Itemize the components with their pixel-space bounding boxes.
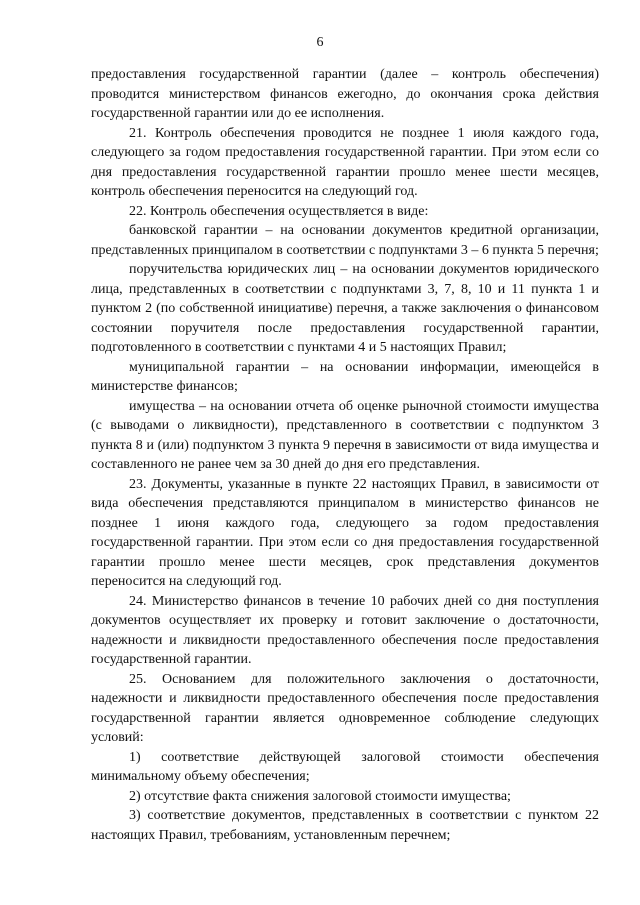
list-item-1: 1) соответствие действующей залоговой стоимости обеспечения минимальному объему обеспечения; xyxy=(91,749,599,784)
paragraph-property: имущества – на основании отчета об оценке рыночной стоимости имущества (с выводами о ликвидности), представленного в соответствии с подпунктом 3 пункта 8 и (или) подпунктом 3 пункта 9 перечня в зависимости от вида имущества и составленного не ранее чем за 30 дней до дня его представления. xyxy=(91,398,599,472)
paragraph-23: 23. Документы, указанные в пункте 22 настоящих Правил, в зависимости от вида обеспечения представляются принципалом в министерство финансов не позднее 1 июня каждого года, следующего за годом предоставления государственной гарантии. При этом если со дня предоставления государственной гарантии прошло менее шести месяцев, срок представления документов переносится на следующий год. xyxy=(91,476,599,589)
document-body xyxy=(91,65,599,845)
list-item-2: 2) отсутствие факта снижения залоговой стоимости имущества; xyxy=(129,788,511,804)
paragraph-continuation: предоставления государственной гарантии (далее – контроль обеспечения) проводится министерством финансов ежегодно, до окончания срока действия государственной гарантии или до ее исполнения. xyxy=(91,67,599,121)
paragraph-bank-guarantee: банковской гарантии – на основании документов кредитной организации, представленных принципалом в соответствии с подпунктами 3 – 6 пункта 5 перечня; xyxy=(91,223,599,258)
paragraph-24: 24. Министерство финансов в течение 10 рабочих дней со дня поступления документов осуществляет их проверку и готовит заключение о достаточности, надежности и ликвидности предоставленного обеспечения после предоставления государственной гарантии. xyxy=(91,593,599,667)
paragraph-22: 22. Контроль обеспечения осуществляется в виде: xyxy=(129,203,429,219)
paragraph-25: 25. Основанием для положительного заключения о достаточности, надежности и ликвидности предоставленного обеспечения после предоставления государственной гарантии является одновременное соблюдение следующих условий: xyxy=(91,671,599,745)
paragraph-municipal-guarantee: муниципальной гарантии – на основании информации, имеющейся в министерстве финансов; xyxy=(91,359,599,394)
page-number: 6 xyxy=(316,35,324,50)
paragraph-surety: поручительства юридических лиц – на основании документов юридического лица, представленных в соответствии с подпунктами 3, 7, 8, 10 и 11 пункта 1 и пунктом 2 (по собственной инициативе) перечня, а также заключения о финансовом состоянии поручителя после предоставления государственной гарантии, подготовленного в соответствии с пунктами 4 и 5 настоящих Правил; xyxy=(91,262,599,355)
paragraph-21: 21. Контроль обеспечения проводится не позднее 1 июля каждого года, следующего за годом предоставления государственной гарантии. При этом если со дня предоставления государственной гарантии прошло менее шести месяцев, контроль обеспечения переносится на следующий год. xyxy=(91,125,599,199)
list-item-3: 3) соответствие документов, представленных в соответствии с пунктом 22 настоящих Правил, требованиям, установленным перечнем; xyxy=(91,808,599,843)
